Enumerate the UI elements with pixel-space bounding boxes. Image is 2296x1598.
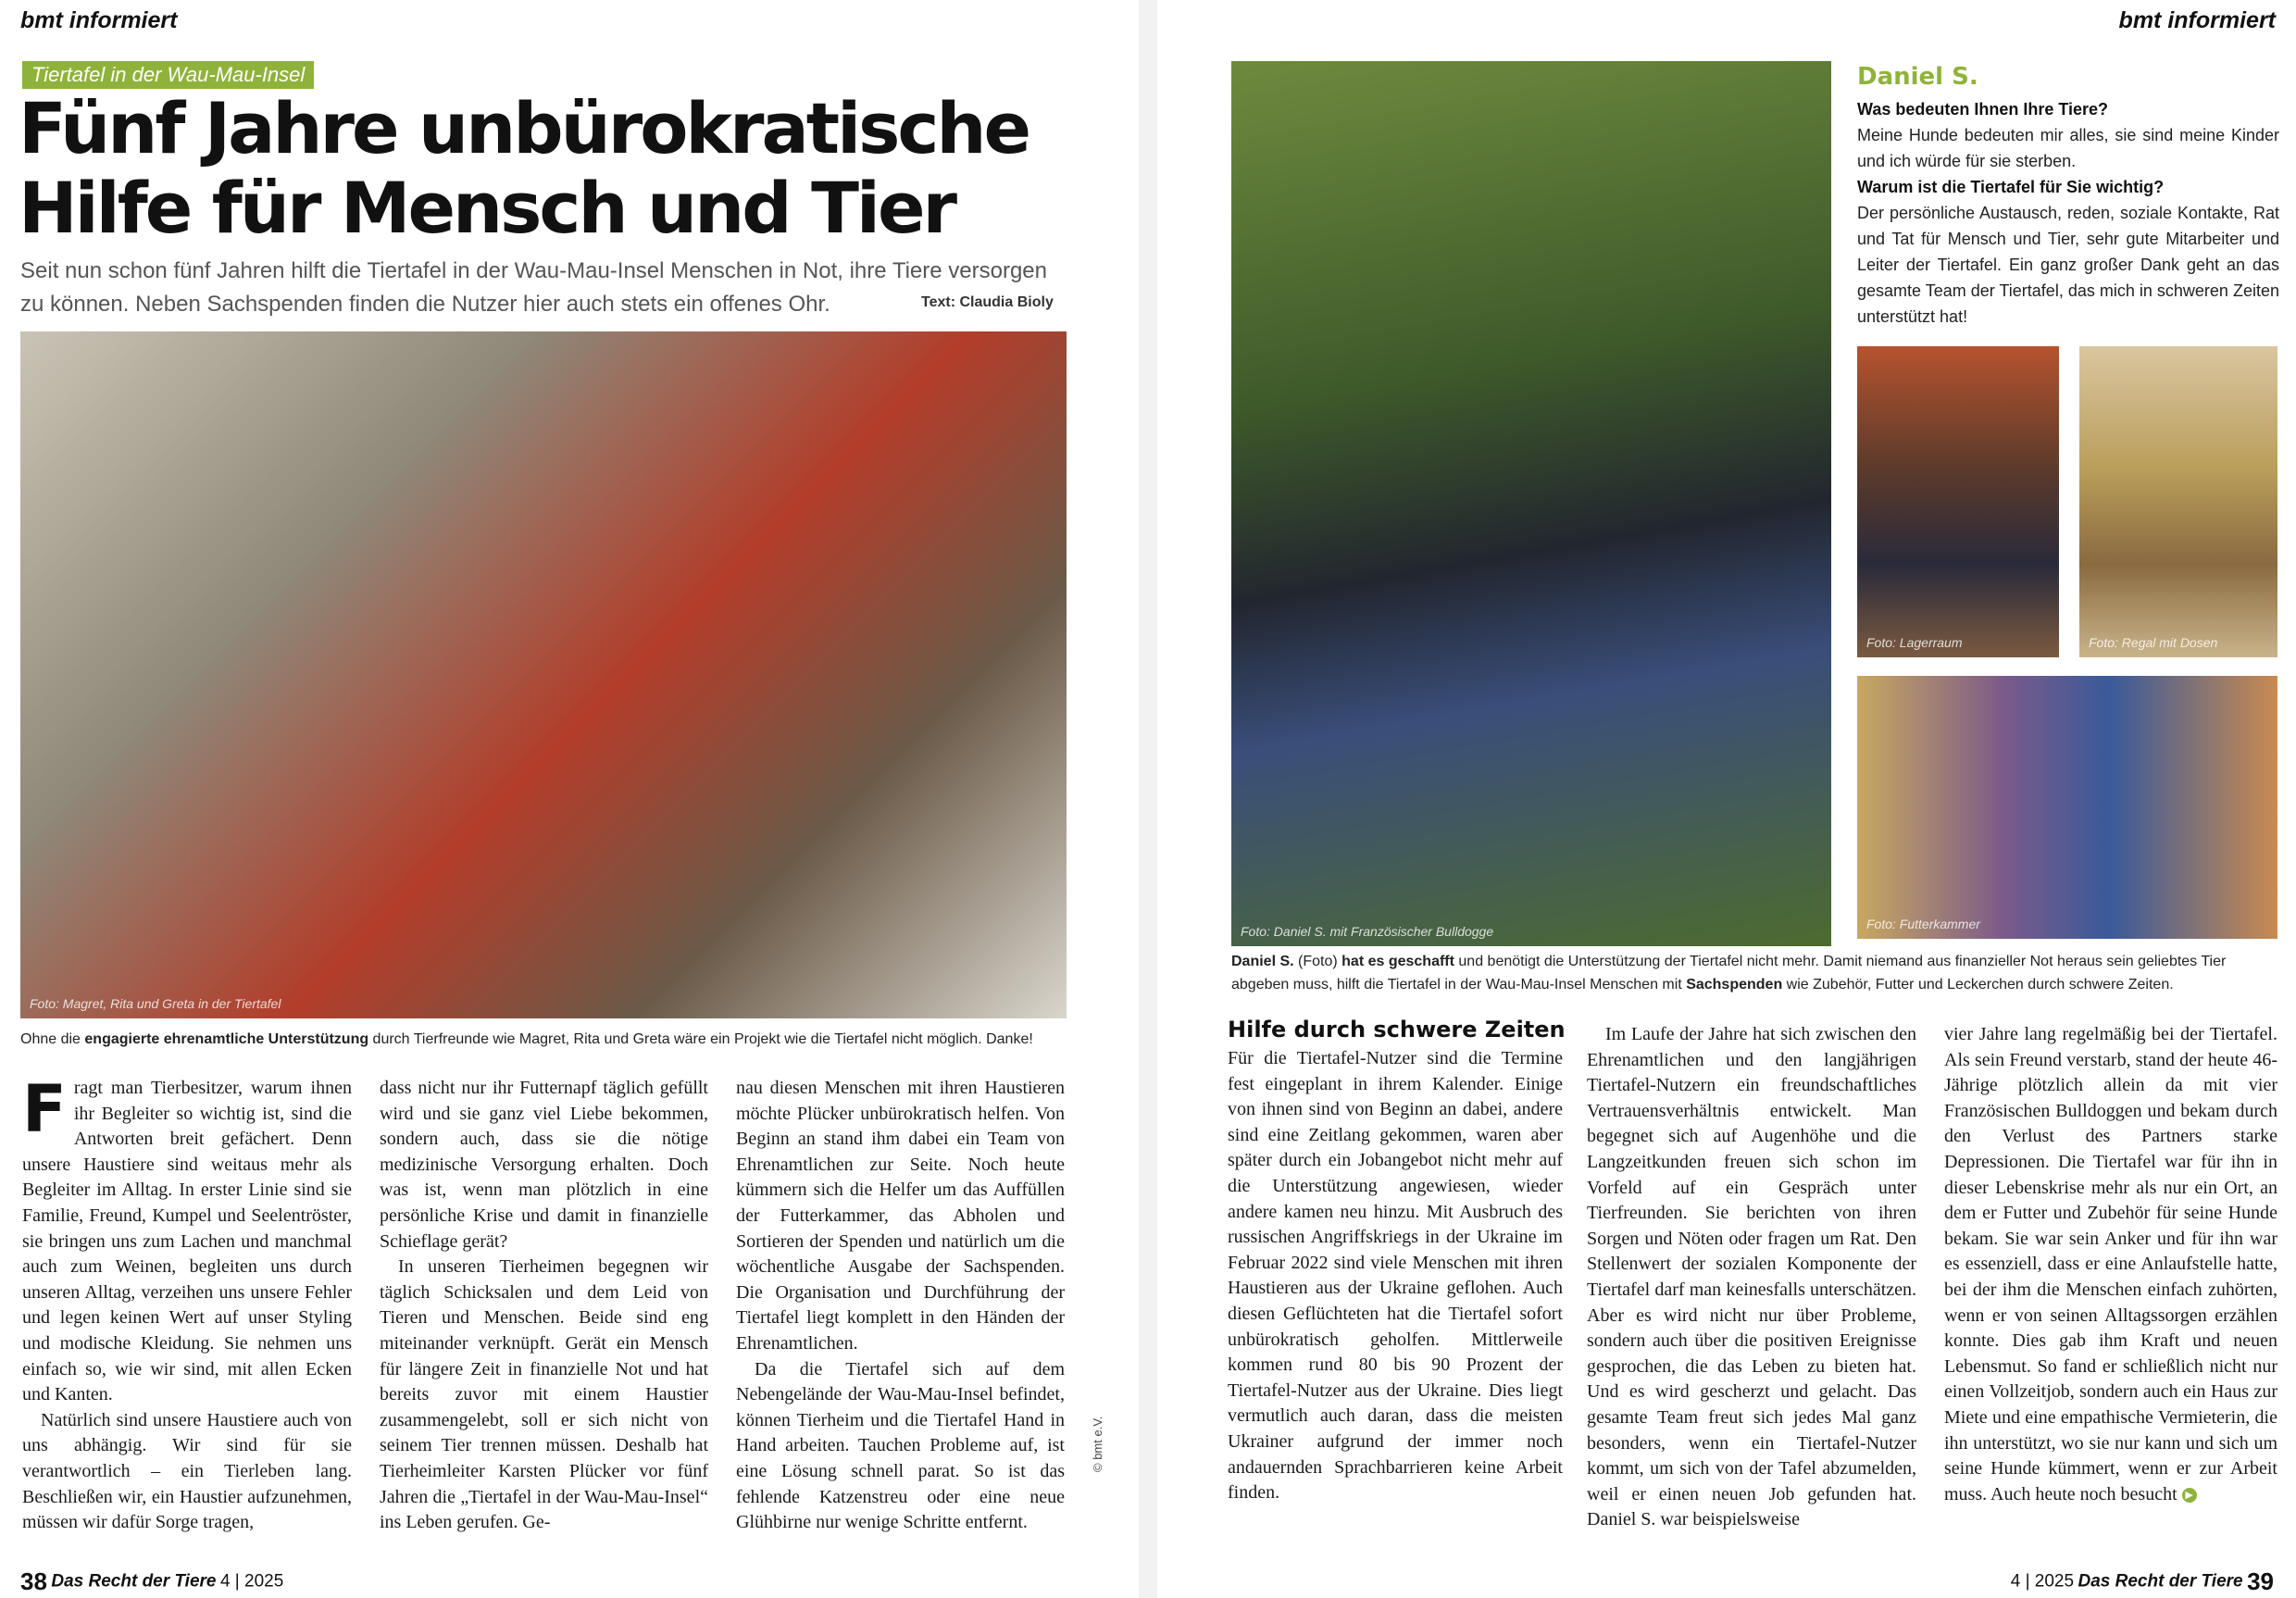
caption-text: (Foto) — [1293, 954, 1342, 969]
storage-photo-b-alt: Foto: Regal mit Dosen — [2089, 635, 2218, 650]
photo-credit: © bmt e.V. — [1091, 1416, 1104, 1472]
interview-answer: Der persönliche Austausch, reden, soziale Kontakte, Rat und Tat für Mensch und Tier, sehr gute Mitarbeiter und Leiter der Tiertafel. Ein ganz großer Dank geht an das gesamte Team der Tiertafel, das mich in schweren Zeiten unterstützt hat! — [1857, 204, 2279, 326]
caption-text: wie Zubehör, Futter und Leckerchen durch schwere Zeiten. — [1782, 977, 2174, 993]
body-column-2 — [380, 1076, 708, 1536]
caption-text: und benötigt die Unterstützung der Tiertafel nicht mehr. Damit niemand aus finanzieller Not heraus sein geliebtes Tier abgeben muss, hilft die Tiertafel in der Wau-Mau-Insel Menschen mit — [1231, 954, 2227, 993]
section-label-left: bmt informiert — [20, 7, 178, 33]
interview-name: Daniel S. — [1857, 63, 1978, 91]
body-column-6 — [1944, 1022, 2277, 1507]
body-paragraph: nau diesen Menschen mit ihren Haustieren möchte Plücker unbürokratisch helfen. Von Beginn an stand ihm dabei ein Team von Ehrenamtlichen zur Seite. Noch heute kümmern sich die Helfer um das Auffüllen der Futterkammer, das Abholen und Sortieren der Spenden und natürlich um die wöchentliche Ausgabe der Sachspenden. Die Organisation und Durchführung der Tiertafel liegt komplett in den Händen der Ehrenamtlichen. — [736, 1078, 1065, 1354]
play-arrow-icon: ▶ — [2182, 1488, 2197, 1503]
page-gutter — [1139, 0, 1157, 1598]
storage-photo-c — [1857, 676, 2277, 939]
body-column-1 — [22, 1071, 352, 1536]
body-column-5 — [1587, 1022, 1916, 1533]
footer-right — [2011, 1567, 2274, 1596]
body-column-3 — [736, 1076, 1065, 1536]
body-column-4 — [1228, 1046, 1563, 1506]
daniel-photo-caption — [1231, 950, 2287, 996]
magazine-title-left: Das Recht der Tiere — [51, 1571, 217, 1592]
body-paragraph: Fragt man Tierbesitzer, warum ihnen ihr Begleiter so wichtig ist, sind die Antworten breit gefächert. Denn unsere Haustiere sind weitaus mehr als Begleiter im Alltag. In erster Linie sind sie Familie, Freund, Kumpel und Seelentröster, sie bringen uns zum Lachen und manchmal auch zum Weinen, begleiten uns durch unseren Alltag, verzeihen uns unsere Fehler und legen keinen Wert auf unser Styling und modische Kleidung. Sie nehmen uns einfach so, wie wir sind, mit allen Ecken und Kanten. — [22, 1071, 352, 1405]
issue-left: 4 | 2025 — [219, 1571, 284, 1592]
body-paragraph: Da die Tiertafel sich auf dem Nebengelände der Wau-Mau-Insel befindet, können Tierheim und die Tiertafel Hand in Hand arbeiten. Tauchen Probleme auf, ist eine Lösung schnell parat. So ist das fehlende Katzenstreu oder eine neue Glühbirne nur wenige Schritte entfernt. — [736, 1358, 1065, 1533]
team-photo — [20, 331, 1067, 1018]
interview-box — [1857, 63, 2279, 330]
left-page — [0, 0, 1139, 1598]
page-number-left: 38 — [20, 1567, 47, 1595]
body-paragraph: Für die Tiertafel-Nutzer sind die Termine fest eingeplant in ihrem Kalender. Einige von ihnen sind von Beginn an dabei, andere sind eine Zeitlang gekommen, waren aber später durch ein Jobangebot nicht mehr auf die Unterstützung angewiesen, wieder andere kamen neu hinzu. Mit Ausbruch des russischen Angriffskriegs in der Ukraine im Februar 2022 sind viele Menschen mit ihren Haustieren aus der Ukraine geflohen. Auch diesen Geflüchteten hat die Tiertafel sofort unbürokratisch geholfen. Mittlerweile kommen rund 80 bis 90 Prozent der Tiertafel-Nutzer aus der Ukraine. Dies liegt vermutlich auch daran, dass die meisten Ukrainer aufgrund der immer noch andauernden Sprachbarrieren keine Arbeit finden. — [1228, 1048, 1563, 1504]
team-photo-caption — [20, 1028, 1085, 1051]
body-paragraph: In unseren Tierheimen begegnen wir täglich Schicksalen und dem Leid von Tieren und Menschen. Beide sind eng miteinander verknüpft. Gerät ein Mensch für längere Zeit in finanzielle Not und hat bereits zuvor mit einem Haustier zusammengelebt, soll er sich nicht von seinem Tier trennen müssen. Deshalb hat Tierheimleiter Karsten Plücker vor fünf Jahren die „Tiertafel in der Wau-Mau-Insel“ ins Leben gerufen. Ge- — [380, 1256, 708, 1533]
team-photo-alt: Foto: Magret, Rita und Greta in der Tiertafel — [30, 996, 281, 1011]
footer-left — [20, 1567, 283, 1596]
section-subhead: Hilfe durch schwere Zeiten — [1228, 1017, 1566, 1042]
body-paragraph: Im Laufe der Jahre hat sich zwischen den Ehrenamtlichen und den langjährigen Tiertafel-Nutzern ein freundschaftliches Vertrauensverhältnis entwickelt. Man begegnet sich auf Augenhöhe und die Langzeitkunden freuen sich schon im Vorfeld auf ein Gespräch unter Tierfreunden. Sie berichten von ihren Sorgen und Nöten oder fragen um Rat. Den Stellenwert der sozialen Komponente der Tiertafel darf man keinesfalls unterschätzen. Aber es wird nicht nur über Probleme, sondern auch über die positiven Ereignisse gesprochen, die das Leben zu bieten hat. Und es wird gescherzt und gelacht. Das gesamte Team freut sich jedes Mal ganz besonders, wenn ein Tiertafel-Nutzer kommt, um sich von der Tafel abzumelden, weil er einen neuen Job gefunden hat. Daniel S. war beispielsweise — [1587, 1024, 1916, 1530]
caption-bold: Sachspenden — [1686, 977, 1783, 993]
author-credit: Text: Claudia Bioly — [921, 294, 1054, 310]
storage-photo-c-alt: Foto: Futterkammer — [1866, 917, 1980, 931]
caption-bold: engagierte ehrenamtliche Unterstützung — [84, 1031, 369, 1047]
body-paragraph: dass nicht nur ihr Futternapf täglich gefüllt wird und sie ganz viel Liebe bekommen, sondern auch, dass sie die nötige medizinische Versorgung erhalten. Doch was ist, wenn man plötzlich in eine persönliche Krise und damit in finanzielle Schieflage gerät? — [380, 1078, 708, 1252]
article-kicker: Tiertafel in der Wau-Mau-Insel — [22, 61, 314, 89]
caption-text: durch Tierfreunde wie Magret, Rita und Greta wäre ein Projekt wie die Tiertafel nicht möglich. Danke! — [368, 1031, 1033, 1047]
body-paragraph: Natürlich sind unsere Haustiere auch von uns abhängig. Wir sind für sie verantwortlich – ein Tierleben lang. Beschließen wir, ein Haustier aufzunehmen, müssen wir dafür Sorge tragen, — [22, 1409, 352, 1533]
section-label-right: bmt informiert — [2118, 7, 2276, 33]
body-paragraph — [1944, 1022, 2277, 1507]
daniel-photo — [1231, 61, 1831, 946]
headline-line-1: Fünf Jahre unbürokratische — [19, 87, 1029, 169]
page-number-right: 39 — [2247, 1567, 2274, 1595]
caption-bold: hat es geschafft — [1341, 954, 1454, 969]
storage-photo-b — [2079, 346, 2277, 657]
interview-question: Warum ist die Tiertafel für Sie wichtig? — [1857, 178, 2165, 196]
caption-text: Ohne die — [20, 1031, 85, 1047]
caption-bold: Daniel S. — [1231, 954, 1294, 969]
magazine-title-right: Das Recht der Tiere — [2078, 1571, 2243, 1592]
storage-photo-a-alt: Foto: Lagerraum — [1866, 635, 1963, 650]
interview-answer: Meine Hunde bedeuten mir alles, sie sind meine Kinder und ich würde für sie sterben. — [1857, 126, 2279, 170]
headline-line-2: Hilfe für Mensch und Tier — [19, 167, 955, 249]
daniel-photo-alt: Foto: Daniel S. mit Französischer Bulldogge — [1241, 924, 1494, 939]
interview-question: Was bedeuten Ihnen Ihre Tiere? — [1857, 100, 2109, 119]
body-paragraph-text: vier Jahre lang regelmäßig bei der Tiertafel. Als sein Freund verstarb, stand der heute 46-Jährige plötzlich allein da mit vier Französischen Bulldoggen und bekam durch den Verlust des Partners starke Depressionen. Die Tiertafel war für ihn in dieser Lebenskrise mehr als nur ein Ort, an dem er Futter und Zubehör für seine Hunde bekam. Sie war sein Anker und für ihn war es essenziell, dass er eine Anlaufstelle hatte, bei der ihm die Menschen einfach zuhörten, wenn er von seinen Alltagssorgen erzählen konnte. Dies gab ihm Kraft und neuen Lebensmut. So fand er schließlich nicht nur einen Vollzeitjob, sondern auch ein Haus zur Miete und eine empathische Vermieterin, die ihn unterstützt, wo sie nur kann und sich um seine Hunde kümmert, wenn er zur Arbeit muss. Auch heute noch besucht — [1944, 1024, 2277, 1504]
storage-photo-a — [1857, 346, 2059, 657]
issue-right: 4 | 2025 — [2010, 1571, 2075, 1592]
article-headline — [19, 89, 1120, 248]
article-lead: Seit nun schon fünf Jahren hilft die Tiertafel in der Wau-Mau-Insel Menschen in Not, ihre Tiere versorgen zu können. Neben Sachspenden finden die Nutzer hier auch stets ein offenes Ohr. — [20, 258, 1048, 317]
